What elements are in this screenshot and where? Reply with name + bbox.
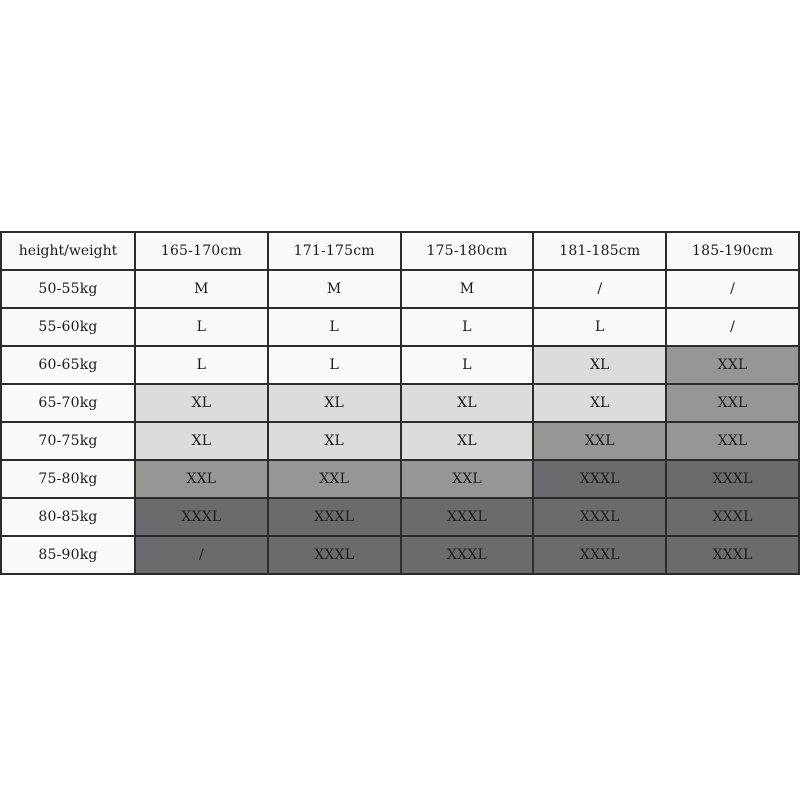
weight-label: 65-70kg — [1, 384, 135, 422]
size-cell: L — [401, 308, 534, 346]
table-row — [1, 460, 799, 498]
size-cell: XXXL — [533, 498, 666, 536]
size-cell: XXXL — [533, 536, 666, 574]
table-row — [1, 346, 799, 384]
size-cell: / — [666, 270, 799, 308]
size-cell: XXL — [666, 384, 799, 422]
size-cell: XXXL — [533, 460, 666, 498]
weight-label: 80-85kg — [1, 498, 135, 536]
size-cell: L — [268, 308, 401, 346]
size-cell: L — [268, 346, 401, 384]
size-cell: XL — [401, 384, 534, 422]
weight-label: 55-60kg — [1, 308, 135, 346]
size-cell: / — [533, 270, 666, 308]
size-cell: XL — [135, 422, 268, 460]
table-row — [1, 270, 799, 308]
size-cell: XXL — [666, 346, 799, 384]
size-cell: XXXL — [666, 460, 799, 498]
size-cell: M — [401, 270, 534, 308]
size-cell: M — [135, 270, 268, 308]
size-cell: XL — [268, 384, 401, 422]
size-cell: XL — [401, 422, 534, 460]
table-row — [1, 536, 799, 574]
size-cell: XL — [533, 384, 666, 422]
size-cell: / — [666, 308, 799, 346]
size-cell: M — [268, 270, 401, 308]
size-cell: L — [135, 346, 268, 384]
size-cell: XXXL — [666, 498, 799, 536]
size-cell: XXXL — [268, 498, 401, 536]
table-row — [1, 308, 799, 346]
size-cell: / — [135, 536, 268, 574]
table-row — [1, 422, 799, 460]
size-cell: XL — [268, 422, 401, 460]
size-cell: XXXL — [135, 498, 268, 536]
weight-label: 75-80kg — [1, 460, 135, 498]
size-cell: XL — [135, 384, 268, 422]
weight-label: 85-90kg — [1, 536, 135, 574]
size-cell: XXL — [401, 460, 534, 498]
size-cell: XXXL — [268, 536, 401, 574]
column-header: 185-190cm — [666, 232, 799, 270]
size-cell: L — [401, 346, 534, 384]
table-row — [1, 498, 799, 536]
size-cell: XXL — [268, 460, 401, 498]
size-cell: XXL — [135, 460, 268, 498]
corner-header: height/weight — [1, 232, 135, 270]
size-cell: L — [135, 308, 268, 346]
size-chart-table — [0, 231, 800, 575]
weight-label: 70-75kg — [1, 422, 135, 460]
column-header: 181-185cm — [533, 232, 666, 270]
weight-label: 50-55kg — [1, 270, 135, 308]
size-cell: XXL — [533, 422, 666, 460]
weight-label: 60-65kg — [1, 346, 135, 384]
size-cell: XXXL — [666, 536, 799, 574]
column-header: 175-180cm — [401, 232, 534, 270]
size-cell: XXXL — [401, 498, 534, 536]
size-cell: XXXL — [401, 536, 534, 574]
size-cell: XXL — [666, 422, 799, 460]
column-header: 171-175cm — [268, 232, 401, 270]
column-header: 165-170cm — [135, 232, 268, 270]
table-row — [1, 384, 799, 422]
header-row — [1, 232, 799, 270]
size-cell: XL — [533, 346, 666, 384]
size-cell: L — [533, 308, 666, 346]
